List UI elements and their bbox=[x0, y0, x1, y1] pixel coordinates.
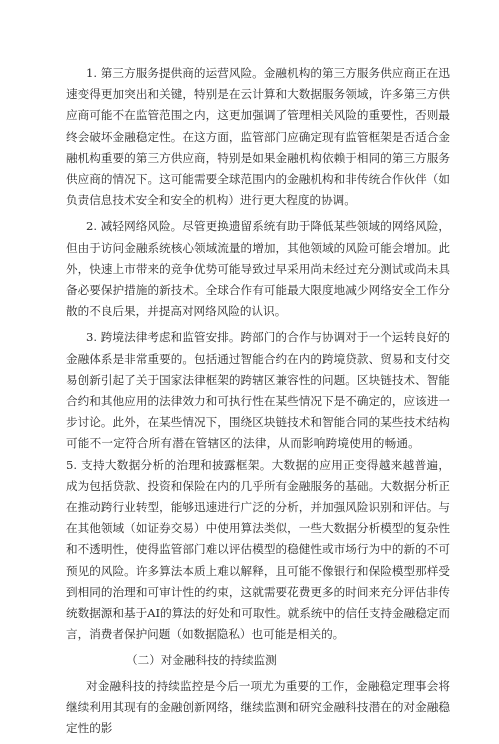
section-heading: （二）对金融科技的持续监测 bbox=[126, 653, 277, 668]
paragraph-third-party-risk: 1. 第三方服务提供商的运营风险。金融机构的第三方服务供应商正在迅速变得更加突出和关键，特别是在云计算和大数据服务领域，许多第三方供应商可能不在监管范围之内，这更加强调了管理相关风险的重要性，否则最终会破坏金融稳定性。在这方面，监管部门应确定现有监管框架是否适合金融机构重要的第三方供应商，特别是如果金融机构依赖于相同的第三方服务供应商的情况下。这可能需要全球范围内的金融机构和非传统合作伙伴（如负责信息技术安全和安全的机构）进行更大程度的协调。 bbox=[66, 66, 450, 208]
document-body bbox=[66, 63, 450, 744]
paragraph-continuous-monitoring: 对金融科技的持续监控是今后一项尤为重要的工作，金融稳定理事会将继续利用其现有的金融创新网络，继续监测和研究金融科技潜在的对金融稳定性的影 bbox=[66, 678, 450, 736]
paragraph-cross-border-and-big-data bbox=[66, 327, 450, 645]
big-data-text: 5. 支持大数据分析的治理和披露框架。大数据的应用正变得越来越普遍，成为包括贷款、投资和保险在内的几乎所有金融服务的基础。大数据分析正在推动跨行业转型，能够迅速进行广泛的分析，并加强风险识别和评估。与在其他领域（如证券交易）中使用算法类似，一些大数据分析模型的复杂性和不透明性，使得监管部门难以评估模型的稳健性或市场行为中的新的不可预见的风险。许多算法本质上难以解释，且可能不像银行和保险模型那样受到相同的治理和可审计性的约束，这就需要花费更多的时间来充分评估非传统数据源和基于AI的算法的好处和可取性。就系统中的信任支持金融稳定而言，消费者保护问题（如数据隐私）也可能是相关的。 bbox=[66, 457, 450, 642]
cross-border-text: 3. 跨境法律考虑和监管安排。跨部门的合作与协调对于一个运转良好的金融体系是非常重要的。包括通过智能合约在内的跨境贷款、贸易和支付交易创新引起了关于国家法律框架的跨辖区兼容性的问题。区块链技术、智能合约和其他应用的法律效力和可执行性在某些情况下是不确定的，应该进一步讨论。此外，在某些情况下，围绕区块链技术和智能合同的某些技术结构可能不一定符合所有潜在管辖区的法律，从而影响跨境使用的畅通。 bbox=[66, 330, 450, 451]
paragraph-cyber-risk: 2. 减轻网络风险。尽管更换遗留系统有助于降低某些领域的网络风险，但由于访问金融系统核心领域流量的增加，其他领域的风险可能会增加。此外，快速上市带来的竞争优势可能导致过早采用尚未经过充分测试或尚未具备必要保护措施的新技术。全球合作有可能最大限度地减少网络安全工作分散的不良后果，并提高对网络风险的认识。 bbox=[66, 219, 450, 319]
